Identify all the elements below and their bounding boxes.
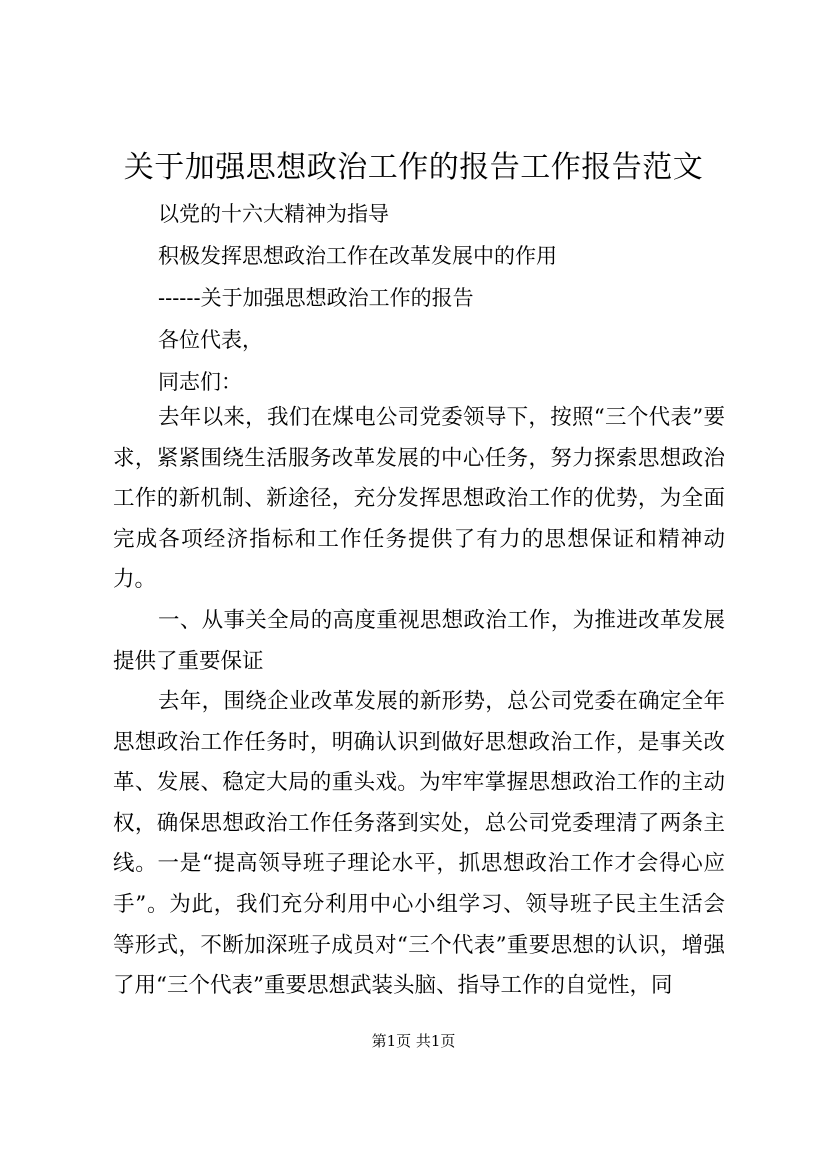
salutation-comrades: 同志们： — [158, 370, 242, 394]
document-title: 关于加强思想政治工作的报告工作报告范文 — [123, 150, 704, 185]
paragraph-section-heading: 一、从事关全局的高度重视思想政治工作，为推进改革发展提供了重要保证 — [113, 608, 725, 674]
paragraph-section-body: 去年，围绕企业改革发展的新形势，总公司党委在确定全年思想政治工作任务时，明确认识到做好思想政治工作，是事关改革、发展、稳定大局的重头戏。为牢牢掌握思想政治工作的主动权，确保思想政治工作任务落到实处，总公司党委理清了两条主线。一是“提高领导班子理论水平，抓思想政治工作才会得心应手”。为此，我们充分利用中心小组学习、领导班子民主生活会等形式，不断加深班子成员对“三个代表”重要思想的认识，增强了用“三个代表”重要思想武装头脑、指导工作的自觉性，同 — [113, 689, 725, 999]
salutation-delegates: 各位代表， — [158, 328, 263, 352]
paragraph-intro: 去年以来，我们在煤电公司党委领导下，按照“三个代表”要求，紧紧围绕生活服务改革发展的中心任务，努力探索思想政治工作的新机制、新途径，充分发挥思想政治工作的优势，为全面完成各项经济指标和工作任务提供了有力的思想保证和精神动力。 — [113, 405, 725, 593]
subtitle-line-1: 以党的十六大精神为指导 — [158, 202, 389, 226]
subtitle-line-3: ------关于加强思想政治工作的报告 — [158, 286, 474, 310]
subtitle-line-2: 积极发挥思想政治工作在改革发展中的作用 — [158, 244, 557, 268]
page-footer: 第1页 共1页 — [371, 1032, 456, 1050]
